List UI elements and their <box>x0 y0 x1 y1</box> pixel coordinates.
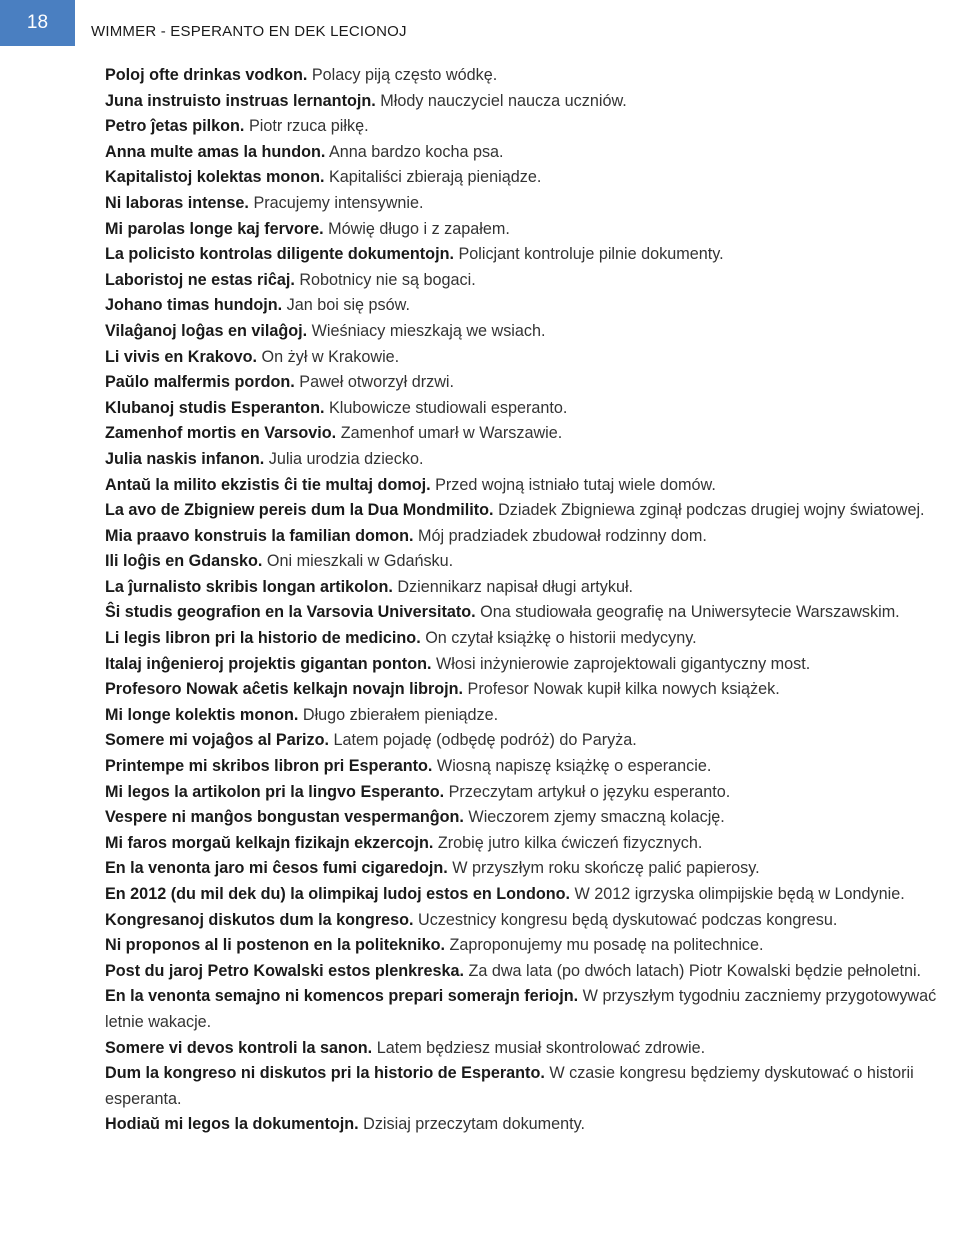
page-number-box <box>0 0 75 46</box>
sentence-list <box>105 63 955 1138</box>
polish-translation: Dziennikarz napisał długi artykuł. <box>397 577 634 596</box>
esperanto-sentence: Paŭlo malfermis pordon. <box>105 373 295 392</box>
esperanto-sentence: Ŝi studis geografion en la Varsovia Universitato. <box>105 603 476 622</box>
esperanto-sentence: Laboristoj ne estas riĉaj. <box>105 270 295 289</box>
polish-translation: Klubowicze studiowali esperanto. <box>328 398 568 417</box>
polish-translation: Dziadek Zbigniewa zginął podczas drugiej wojny światowej. <box>498 501 925 520</box>
polish-translation: Piotr rzuca piłkę. <box>248 117 369 136</box>
esperanto-sentence: Hodiaŭ mi legos la dokumentojn. <box>105 1115 359 1134</box>
esperanto-sentence: En 2012 (du mil dek du) la olimpikaj ludoj estos en Londono. <box>105 885 570 903</box>
sentence-pair <box>105 805 955 831</box>
esperanto-sentence: Post du jaroj Petro Kowalski estos plenkreska. <box>105 961 464 980</box>
esperanto-sentence: Mi parolas longe kaj fervore. <box>105 219 324 238</box>
polish-translation: Uczestnicy kongresu będą dyskutować podczas kongresu. <box>418 910 838 929</box>
polish-translation: Profesor Nowak kupił kilka nowych książek. <box>467 680 780 699</box>
polish-translation: Pracujemy intensywnie. <box>253 193 424 212</box>
polish-translation: Anna bardzo kocha psa. <box>328 142 504 161</box>
polish-translation: Oni mieszkali w Gdańsku. <box>266 552 454 571</box>
polish-translation: Zamenhof umarł w Warszawie. <box>340 424 563 443</box>
esperanto-sentence: Profesoro Nowak aĉetis kelkajn novajn librojn. <box>105 680 464 699</box>
polish-translation: Za dwa lata (po dwóch latach) Piotr Kowalski będzie pełnoletni. <box>468 961 922 980</box>
polish-translation: Dzisiaj przeczytam dokumenty. <box>363 1115 586 1134</box>
polish-translation: W przyszłym tygodniu zaczniemy przygotowywać letnie wakacje. <box>105 987 937 1031</box>
sentence-pair <box>105 856 955 882</box>
esperanto-sentence: Somere mi vojaĝos al Parizo. <box>105 731 330 750</box>
esperanto-sentence: Ni proponos al li postenon en la politekniko. <box>105 936 445 955</box>
polish-translation: Wieśniacy mieszkają we wsiach. <box>311 321 546 340</box>
esperanto-sentence: Johano timas hundojn. <box>105 296 283 315</box>
sentence-pair <box>105 882 955 908</box>
sentence-pair <box>105 473 955 499</box>
sentence-pair <box>105 626 955 652</box>
sentence-pair <box>105 421 955 447</box>
sentence-pair <box>105 89 955 115</box>
sentence-pair <box>105 498 955 524</box>
sentence-pair <box>105 959 955 985</box>
esperanto-sentence: Antaŭ la milito ekzistis ĉi tie multaj domoj. <box>105 475 431 494</box>
esperanto-sentence: Printempe mi skribos libron pri Esperanto. <box>105 757 433 776</box>
sentence-pair <box>105 1061 955 1112</box>
polish-translation: Młody nauczyciel naucza uczniów. <box>380 91 627 110</box>
sentence-pair <box>105 165 955 191</box>
sentence-pair <box>105 140 955 166</box>
sentence-pair <box>105 217 955 243</box>
polish-translation: Polacy piją często wódkę. <box>311 66 498 84</box>
sentence-pair <box>105 703 955 729</box>
esperanto-sentence: Kapitalistoj kolektas monon. <box>105 168 325 187</box>
esperanto-sentence: Zamenhof mortis en Varsovio. <box>105 424 337 443</box>
polish-translation: On czytał książkę o historii medycyny. <box>425 629 697 648</box>
sentence-pair <box>105 114 955 140</box>
esperanto-sentence: Mi longe kolektis monon. <box>105 705 299 724</box>
esperanto-sentence: Petro ĵetas pilkon. <box>105 117 245 136</box>
esperanto-sentence: Mi legos la artikolon pri la lingvo Esperanto. <box>105 782 445 801</box>
polish-translation: Paweł otworzył drzwi. <box>299 373 455 392</box>
sentence-pair <box>105 268 955 294</box>
polish-translation: On żył w Krakowie. <box>261 347 400 366</box>
esperanto-sentence: Juna instruisto instruas lernantojn. <box>105 91 376 110</box>
polish-translation: W przyszłym roku skończę palić papierosy. <box>452 859 760 878</box>
esperanto-sentence: Klubanoj studis Esperanton. <box>105 398 325 417</box>
sentence-pair <box>105 600 955 626</box>
esperanto-sentence: Mia praavo konstruis la familian domon. <box>105 526 414 545</box>
polish-translation: Mówię długo i z zapałem. <box>328 219 510 238</box>
sentence-pair <box>105 524 955 550</box>
esperanto-sentence: Vespere ni manĝos bongustan vespermanĝon. <box>105 808 464 827</box>
sentence-pair <box>105 984 955 1035</box>
polish-translation: Ona studiowała geografię na Uniwersytecie Warszawskim. <box>480 603 900 622</box>
polish-translation: Zaproponujemy mu posadę na politechnice. <box>449 936 764 955</box>
esperanto-sentence: Li vivis en Krakovo. <box>105 347 258 366</box>
esperanto-sentence: Kongresanoj diskutos dum la kongreso. <box>105 910 414 929</box>
sentence-pair <box>105 677 955 703</box>
sentence-pair <box>105 933 955 959</box>
esperanto-sentence: La policisto kontrolas diligente dokumentojn. <box>105 245 454 264</box>
esperanto-sentence: La ĵurnalisto skribis longan artikolon. <box>105 577 393 596</box>
esperanto-sentence: Somere vi devos kontroli la sanon. <box>105 1038 373 1057</box>
polish-translation: Wieczorem zjemy smaczną kolację. <box>468 808 725 827</box>
polish-translation: Jan boi się psów. <box>286 296 410 315</box>
sentence-pair <box>105 780 955 806</box>
sentence-pair <box>105 1036 955 1062</box>
esperanto-sentence: Anna multe amas la hundon. <box>105 142 326 161</box>
polish-translation: Przeczytam artykuł o języku esperanto. <box>448 782 731 801</box>
polish-translation: Włosi inżynierowie zaprojektowali gigantyczny most. <box>435 654 811 673</box>
sentence-pair <box>105 831 955 857</box>
polish-translation: Policjant kontroluje pilnie dokumenty. <box>458 245 724 264</box>
esperanto-sentence: Ili loĝis en Gdansko. <box>105 552 263 571</box>
esperanto-sentence: Ni laboras intense. <box>105 193 249 212</box>
esperanto-sentence: Mi faros morgaŭ kelkajn fizikajn ekzercojn. <box>105 833 434 852</box>
sentence-pair <box>105 754 955 780</box>
esperanto-sentence: En la venonta jaro mi ĉesos fumi cigaredojn. <box>105 859 448 878</box>
polish-translation: Mój pradziadek zbudował rodzinny dom. <box>418 526 707 545</box>
esperanto-sentence: Vilaĝanoj loĝas en vilaĝoj. <box>105 321 308 340</box>
polish-translation: Wiosną napiszę książkę o esperancie. <box>436 757 712 776</box>
page-number: 18 <box>26 12 49 33</box>
sentence-pair <box>105 319 955 345</box>
sentence-pair <box>105 549 955 575</box>
sentence-pair <box>105 370 955 396</box>
running-header: WIMMER - ESPERANTO EN DEK LECIONOJ <box>91 23 407 40</box>
esperanto-sentence: Dum la kongreso ni diskutos pri la historio de Esperanto. <box>105 1064 545 1083</box>
sentence-pair <box>105 63 955 89</box>
polish-translation: Latem pojadę (odbędę podróż) do Paryża. <box>333 731 637 750</box>
esperanto-sentence: La avo de Zbigniew pereis dum la Dua Mondmilito. <box>105 501 494 520</box>
polish-translation: Latem będziesz musiał skontrolować zdrowie. <box>376 1038 706 1057</box>
esperanto-sentence: Li legis libron pri la historio de medicino. <box>105 629 421 648</box>
polish-translation: Robotnicy nie są bogaci. <box>299 270 476 289</box>
sentence-pair <box>105 728 955 754</box>
esperanto-sentence: Italaj inĝenieroj projektis gigantan ponton. <box>105 654 432 673</box>
sentence-pair <box>105 242 955 268</box>
sentence-pair <box>105 345 955 371</box>
polish-translation: W czasie kongresu będziemy dyskutować o historii esperanta. <box>105 1064 914 1108</box>
sentence-pair <box>105 575 955 601</box>
sentence-pair <box>105 1112 955 1138</box>
polish-translation: Julia urodzia dziecko. <box>268 449 424 468</box>
polish-translation: W 2012 igrzyska olimpijskie będą w Londynie. <box>574 885 905 903</box>
polish-translation: Kapitaliści zbierają pieniądze. <box>328 168 542 187</box>
sentence-pair <box>105 293 955 319</box>
sentence-pair <box>105 191 955 217</box>
polish-translation: Długo zbierałem pieniądze. <box>302 705 499 724</box>
esperanto-sentence: Poloj ofte drinkas vodkon. <box>105 66 308 84</box>
sentence-pair <box>105 908 955 934</box>
polish-translation: Przed wojną istniało tutaj wiele domów. <box>435 475 716 494</box>
sentence-pair <box>105 396 955 422</box>
sentence-pair <box>105 652 955 678</box>
polish-translation: Zrobię jutro kilka ćwiczeń fizycznych. <box>437 833 703 852</box>
esperanto-sentence: En la venonta semajno ni komencos prepari somerajn feriojn. <box>105 987 579 1006</box>
sentence-pair <box>105 447 955 473</box>
esperanto-sentence: Julia naskis infanon. <box>105 449 265 468</box>
